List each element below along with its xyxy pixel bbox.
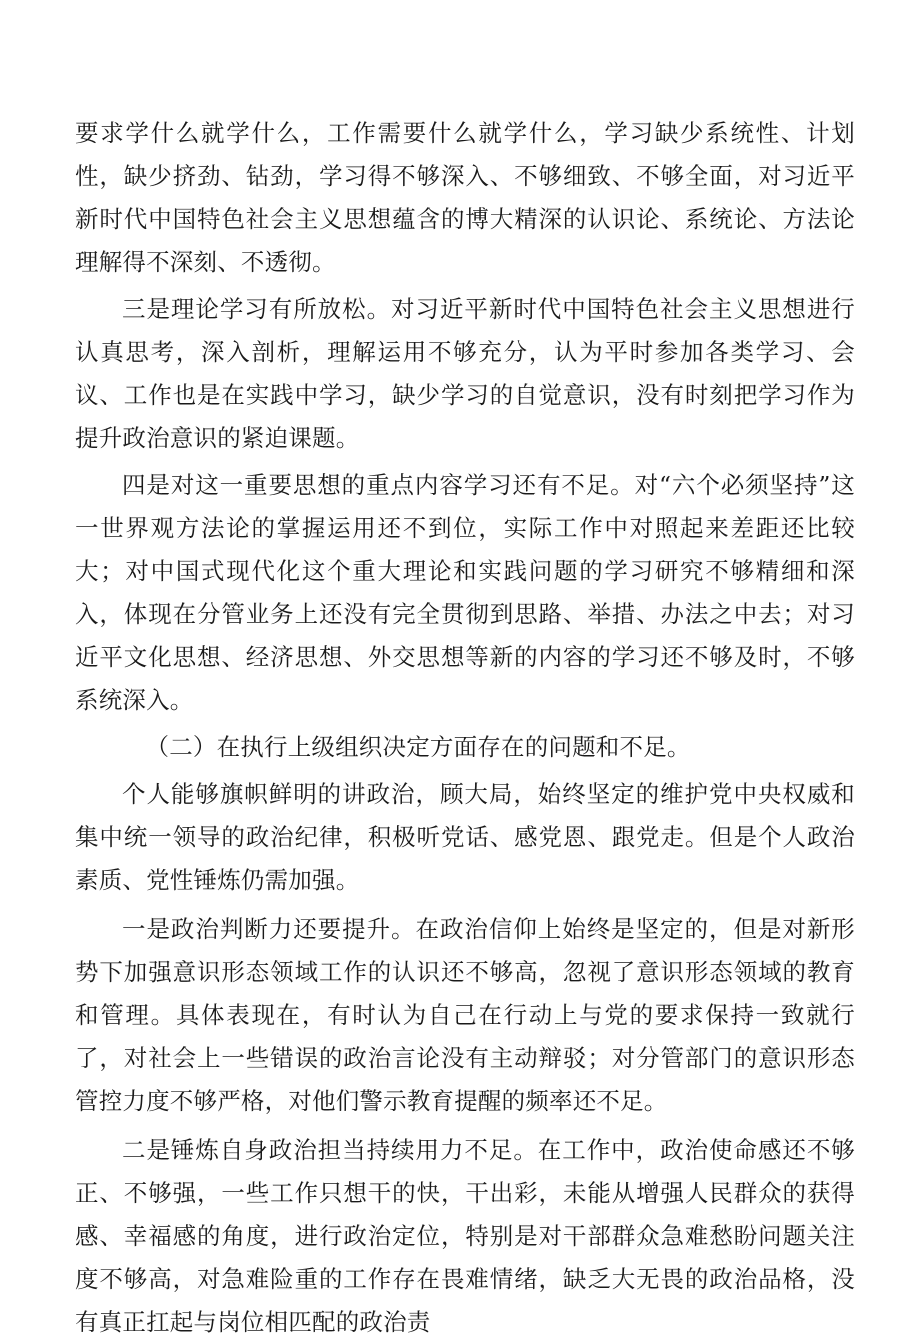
section-heading: （二）在执行上级组织决定方面存在的问题和不足。 (145, 733, 691, 761)
paragraph-point-one: 一是政治判断力还要提升。在政治信仰上始终是坚定的，但是对新形势下加强意识形态领域工作的认识还不够高，忽视了意识形态领域的教育和管理。具体表现在，有时认为自己在行动上与党的要求保持一致就行了，对社会上一些错误的政治言论没有主动辩驳；对分管部门的意识形态管控力度不够严格，对他们警示教育提醒的频率还不足。 (75, 915, 855, 1115)
paragraph-continued: 要求学什么就学什么，工作需要什么就学什么，学习缺少系统性、计划性，缺少挤劲、钻劲，学习得不够深入、不够细致、不够全面，对习近平新时代中国特色社会主义思想蕴含的博大精深的认识论、系统论、方法论理解得不深刻、不透彻。 (75, 119, 855, 276)
paragraph-intro: 个人能够旗帜鲜明的讲政治，顾大局，始终坚定的维护党中央权威和集中统一领导的政治纪律，积极听党话、感党恩、跟党走。但是个人政治素质、党性锤炼仍需加强。 (75, 780, 855, 894)
document-body (75, 112, 855, 1344)
paragraph-point-two: 二是锤炼自身政治担当持续用力不足。在工作中，政治使命感还不够正、不够强，一些工作只想干的快，干出彩，未能从增强人民群众的获得感、幸福感的角度，进行政治定位，特别是对干部群众急难愁盼问题关注度不够高，对急难险重的工作存在畏难情绪，缺乏大无畏的政治品格，没有真正扛起与岗位相匹配的政治责 (75, 1136, 855, 1336)
paragraph-point-four: 四是对这一重要思想的重点内容学习还有不足。对“六个必须坚持”这一世界观方法论的掌握运用还不到位，实际工作中对照起来差距还比较大；对中国式现代化这个重大理论和实践问题的学习研究不够精细和深入，体现在分管业务上还没有完全贯彻到思路、举措、办法之中去；对习近平文化思想、经济思想、外交思想等新的内容的学习还不够及时，不够系统深入。 (75, 471, 855, 714)
paragraph-point-three: 三是理论学习有所放松。对习近平新时代中国特色社会主义思想进行认真思考，深入剖析，理解运用不够充分，认为平时参加各类学习、会议、工作也是在实践中学习，缺少学习的自觉意识，没有时刻把学习作为提升政治意识的紧迫课题。 (75, 295, 855, 452)
